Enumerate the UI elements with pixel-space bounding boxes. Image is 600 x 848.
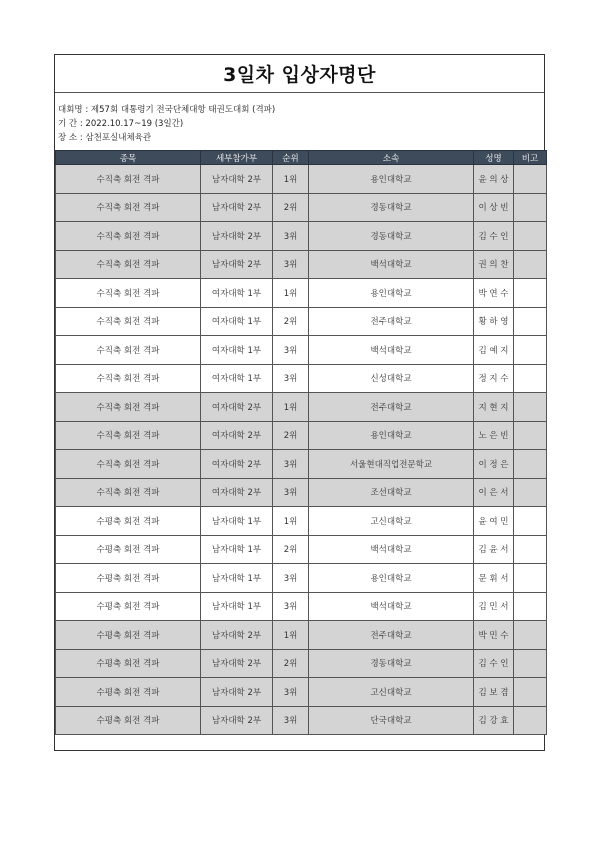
cell-division: 남자대학 2부 [201,649,273,678]
cell-name: 김 보 겸 [474,678,514,707]
table-row [56,393,547,422]
event-value: 제57회 대통령기 전국단체대항 태권도대회 (격파) [90,105,276,115]
cell-event: 수평축 회전 격파 [56,535,201,564]
cell-team: 경동대학교 [309,193,474,222]
cell-team: 서울현대직업전문학교 [309,450,474,479]
period-info [58,117,183,129]
cell-note [514,535,547,564]
cell-event: 수직축 회전 격파 [56,250,201,279]
cell-rank: 3위 [273,678,309,707]
cell-name: 권 의 찬 [474,250,514,279]
cell-note [514,193,547,222]
header-team: 소속 [309,151,474,165]
cell-name: 노 은 빈 [474,421,514,450]
cell-event: 수직축 회전 격파 [56,364,201,393]
results-table-body [56,165,547,735]
cell-event: 수직축 회전 격파 [56,193,201,222]
venue-value: 삼천포실내체육관 [85,133,152,143]
cell-event: 수직축 회전 격파 [56,450,201,479]
cell-name: 김 민 서 [474,592,514,621]
cell-name: 이 정 은 [474,450,514,479]
cell-rank: 1위 [273,279,309,308]
cell-note [514,222,547,251]
cell-rank: 2위 [273,307,309,336]
cell-note [514,393,547,422]
cell-rank: 3위 [273,478,309,507]
table-row [56,193,547,222]
header-note: 비고 [514,151,547,165]
cell-note [514,336,547,365]
cell-note [514,478,547,507]
cell-note [514,678,547,707]
cell-note [514,421,547,450]
event-separator: : [85,105,91,115]
header-row [56,151,547,165]
cell-event: 수평축 회전 격파 [56,564,201,593]
title-divider [55,92,544,93]
cell-rank: 3위 [273,364,309,393]
cell-name: 윤 여 민 [474,507,514,536]
cell-division: 여자대학 1부 [201,364,273,393]
cell-name: 김 수 인 [474,649,514,678]
cell-team: 백석대학교 [309,250,474,279]
cell-division: 남자대학 2부 [201,193,273,222]
table-row [56,421,547,450]
cell-rank: 1위 [273,621,309,650]
cell-note [514,507,547,536]
cell-division: 여자대학 1부 [201,307,273,336]
period-separator: : [79,119,86,129]
header-rank: 순위 [273,151,309,165]
table-row [56,621,547,650]
cell-rank: 2위 [273,421,309,450]
venue-info [58,131,151,143]
venue-label: 장 소 [58,133,78,143]
table-row [56,649,547,678]
cell-note [514,564,547,593]
cell-division: 남자대학 2부 [201,621,273,650]
cell-event: 수직축 회전 격파 [56,165,201,194]
cell-team: 용인대학교 [309,564,474,593]
cell-division: 남자대학 2부 [201,678,273,707]
cell-note [514,279,547,308]
cell-rank: 2위 [273,535,309,564]
cell-team: 고신대학교 [309,507,474,536]
table-row [56,535,547,564]
cell-name: 박 연 수 [474,279,514,308]
cell-name: 황 하 영 [474,307,514,336]
cell-team: 전주대학교 [309,307,474,336]
cell-event: 수평축 회전 격파 [56,706,201,735]
cell-event: 수직축 회전 격파 [56,336,201,365]
table-row [56,706,547,735]
cell-division: 여자대학 1부 [201,336,273,365]
cell-event: 수직축 회전 격파 [56,279,201,308]
cell-team: 백석대학교 [309,535,474,564]
results-table-header [56,151,547,165]
cell-name: 이 은 서 [474,478,514,507]
cell-team: 고신대학교 [309,678,474,707]
cell-division: 남자대학 2부 [201,250,273,279]
table-row [56,478,547,507]
cell-event: 수평축 회전 격파 [56,649,201,678]
cell-note [514,165,547,194]
cell-rank: 3위 [273,564,309,593]
cell-name: 지 현 지 [474,393,514,422]
cell-team: 경동대학교 [309,222,474,251]
cell-team: 용인대학교 [309,165,474,194]
cell-rank: 2위 [273,193,309,222]
results-sheet [54,54,545,751]
cell-team: 용인대학교 [309,421,474,450]
header-division: 세부참가부 [201,151,273,165]
cell-event: 수평축 회전 격파 [56,507,201,536]
cell-rank: 3위 [273,250,309,279]
cell-rank: 1위 [273,165,309,194]
cell-division: 남자대학 2부 [201,222,273,251]
venue-separator: : [79,133,86,143]
table-row [56,307,547,336]
period-value: 2022.10.17~19 (3일간) [85,119,184,129]
cell-name: 김 수 인 [474,222,514,251]
header-event: 종목 [56,151,201,165]
cell-event: 수직축 회전 격파 [56,421,201,450]
table-row [56,279,547,308]
table-row [56,450,547,479]
table-row [56,507,547,536]
cell-name: 문 휘 서 [474,564,514,593]
cell-division: 남자대학 1부 [201,535,273,564]
table-row [56,165,547,194]
cell-division: 여자대학 2부 [201,478,273,507]
cell-team: 조선대학교 [309,478,474,507]
cell-event: 수평축 회전 격파 [56,621,201,650]
cell-note [514,307,547,336]
cell-division: 여자대학 2부 [201,421,273,450]
cell-note [514,621,547,650]
header-name: 성명 [474,151,514,165]
cell-name: 이 상 빈 [474,193,514,222]
table-row [56,336,547,365]
cell-division: 여자대학 1부 [201,279,273,308]
cell-name: 김 윤 서 [474,535,514,564]
cell-division: 여자대학 2부 [201,393,273,422]
cell-division: 남자대학 2부 [201,165,273,194]
cell-note [514,250,547,279]
cell-note [514,706,547,735]
cell-rank: 3위 [273,336,309,365]
cell-event: 수직축 회전 격파 [56,307,201,336]
cell-division: 남자대학 1부 [201,592,273,621]
cell-team: 백석대학교 [309,336,474,365]
cell-event: 수직축 회전 격파 [56,478,201,507]
cell-name: 윤 의 상 [474,165,514,194]
table-row [56,678,547,707]
cell-division: 남자대학 1부 [201,564,273,593]
cell-rank: 3위 [273,592,309,621]
cell-name: 김 예 지 [474,336,514,365]
period-label: 기 간 [58,119,78,129]
cell-event: 수직축 회전 격파 [56,222,201,251]
cell-rank: 1위 [273,393,309,422]
cell-note [514,592,547,621]
document-title: 3일차 입상자명단 [223,64,376,86]
cell-team: 백석대학교 [309,592,474,621]
table-row [56,592,547,621]
cell-rank: 3위 [273,450,309,479]
cell-team: 신성대학교 [309,364,474,393]
cell-note [514,450,547,479]
cell-name: 박 민 수 [474,621,514,650]
table-row [56,364,547,393]
event-info [58,103,275,115]
cell-team: 용인대학교 [309,279,474,308]
cell-event: 수직축 회전 격파 [56,393,201,422]
cell-rank: 1위 [273,507,309,536]
cell-rank: 3위 [273,222,309,251]
table-row [56,222,547,251]
event-label: 대회명 [58,105,83,115]
cell-name: 김 강 효 [474,706,514,735]
cell-division: 여자대학 2부 [201,450,273,479]
cell-note [514,364,547,393]
cell-rank: 3위 [273,706,309,735]
cell-note [514,649,547,678]
cell-team: 단국대학교 [309,706,474,735]
cell-event: 수평축 회전 격파 [56,592,201,621]
cell-event: 수평축 회전 격파 [56,678,201,707]
cell-team: 전주대학교 [309,621,474,650]
cell-name: 정 지 수 [474,364,514,393]
table-row [56,250,547,279]
cell-division: 남자대학 1부 [201,507,273,536]
cell-team: 경동대학교 [309,649,474,678]
cell-rank: 2위 [273,649,309,678]
results-table [55,150,547,735]
table-row [56,564,547,593]
cell-team: 전주대학교 [309,393,474,422]
cell-division: 남자대학 2부 [201,706,273,735]
